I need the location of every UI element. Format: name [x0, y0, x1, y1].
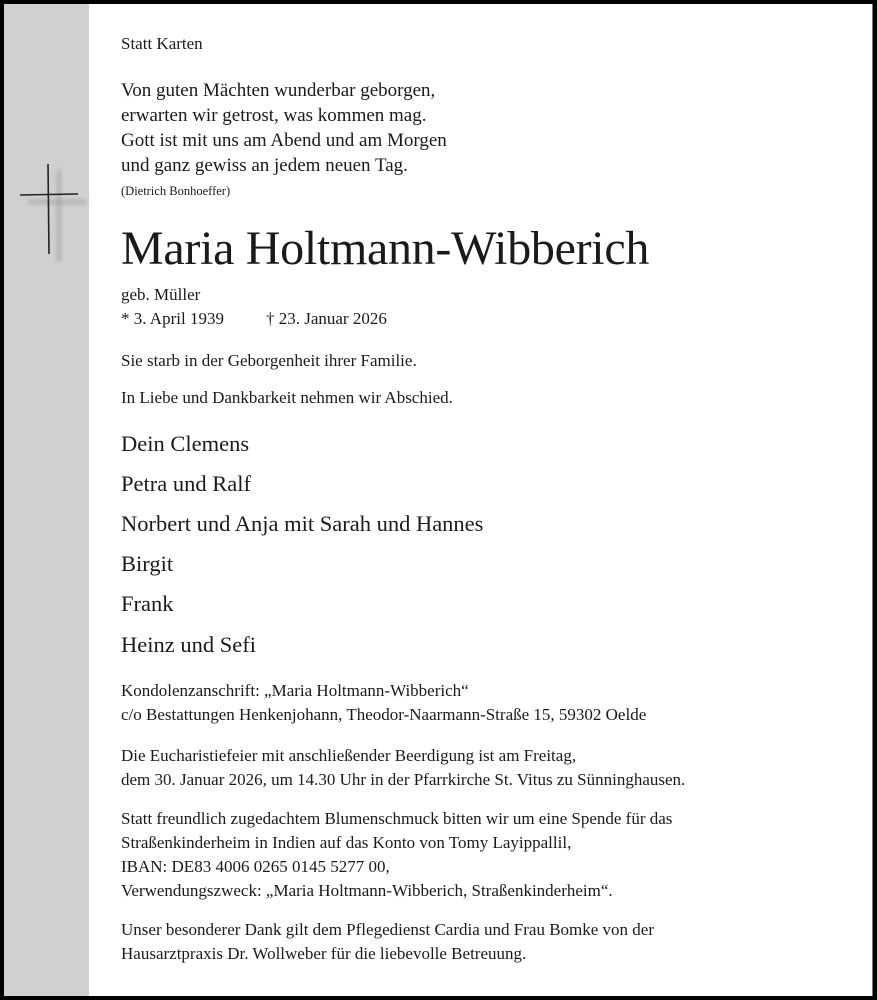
side-strip [4, 4, 89, 996]
family-member: Heinz und Sefi [121, 632, 256, 657]
poem-line: Gott ist mit uns am Abend und am Morgen [121, 130, 447, 151]
donation-line: Statt freundlich zugedachtem Blumenschmuck bitten wir um eine Spende für das [121, 809, 673, 828]
obituary-notice [4, 4, 873, 996]
poem-line: Von guten Mächten wunderbar geborgen, [121, 80, 436, 101]
condolence-line: c/o Bestattungen Henkenjohann, Theodor-Naarmann-Straße 15, 59302 Oelde [121, 705, 647, 724]
family-member: Dein Clemens [121, 431, 250, 456]
statement: In Liebe und Dankbarkeit nehmen wir Abschied. [121, 388, 453, 407]
statement: Sie starb in der Geborgenheit ihrer Familie. [121, 351, 417, 370]
statt-karten: Statt Karten [121, 34, 203, 53]
iban: IBAN: DE83 4006 0265 0145 5277 00, [121, 857, 390, 876]
poem-line: und ganz gewiss an jedem neuen Tag. [121, 155, 408, 176]
thanks-line: Hausarztpraxis Dr. Wollweber für die liebevolle Betreuung. [121, 944, 527, 963]
poem-author: (Dietrich Bonhoeffer) [121, 184, 231, 198]
funeral-line: dem 30. Januar 2026, um 14.30 Uhr in der Pfarrkirche St. Vitus zu Sünninghausen. [121, 770, 686, 789]
birth-name: geb. Müller [121, 285, 201, 304]
family-member: Frank [121, 591, 174, 616]
funeral-line: Die Eucharistiefeier mit anschließender Beerdigung ist am Freitag, [121, 746, 577, 765]
family-member: Norbert und Anja mit Sarah und Hannes [121, 511, 484, 536]
birth-date: * 3. April 1939 [121, 309, 224, 328]
thanks-line: Unser besonderer Dank gilt dem Pflegedienst Cardia und Frau Bomke von der [121, 920, 655, 939]
condolence-line: Kondolenzanschrift: „Maria Holtmann-Wibberich“ [121, 681, 469, 700]
donation-line: Straßenkinderheim in Indien auf das Konto von Tomy Layippallil, [121, 833, 572, 852]
family-member: Birgit [121, 551, 174, 576]
life-dates [121, 309, 387, 329]
deceased-name: Maria Holtmann-Wibberich [121, 222, 650, 275]
poem-line: erwarten wir getrost, was kommen mag. [121, 105, 427, 126]
cross-icon [18, 162, 90, 262]
family-member: Petra und Ralf [121, 471, 251, 496]
donation-line: Verwendungszweck: „Maria Holtmann-Wibberich, Straßenkinderheim“. [121, 881, 613, 900]
death-date: † 23. Januar 2026 [265, 309, 387, 328]
